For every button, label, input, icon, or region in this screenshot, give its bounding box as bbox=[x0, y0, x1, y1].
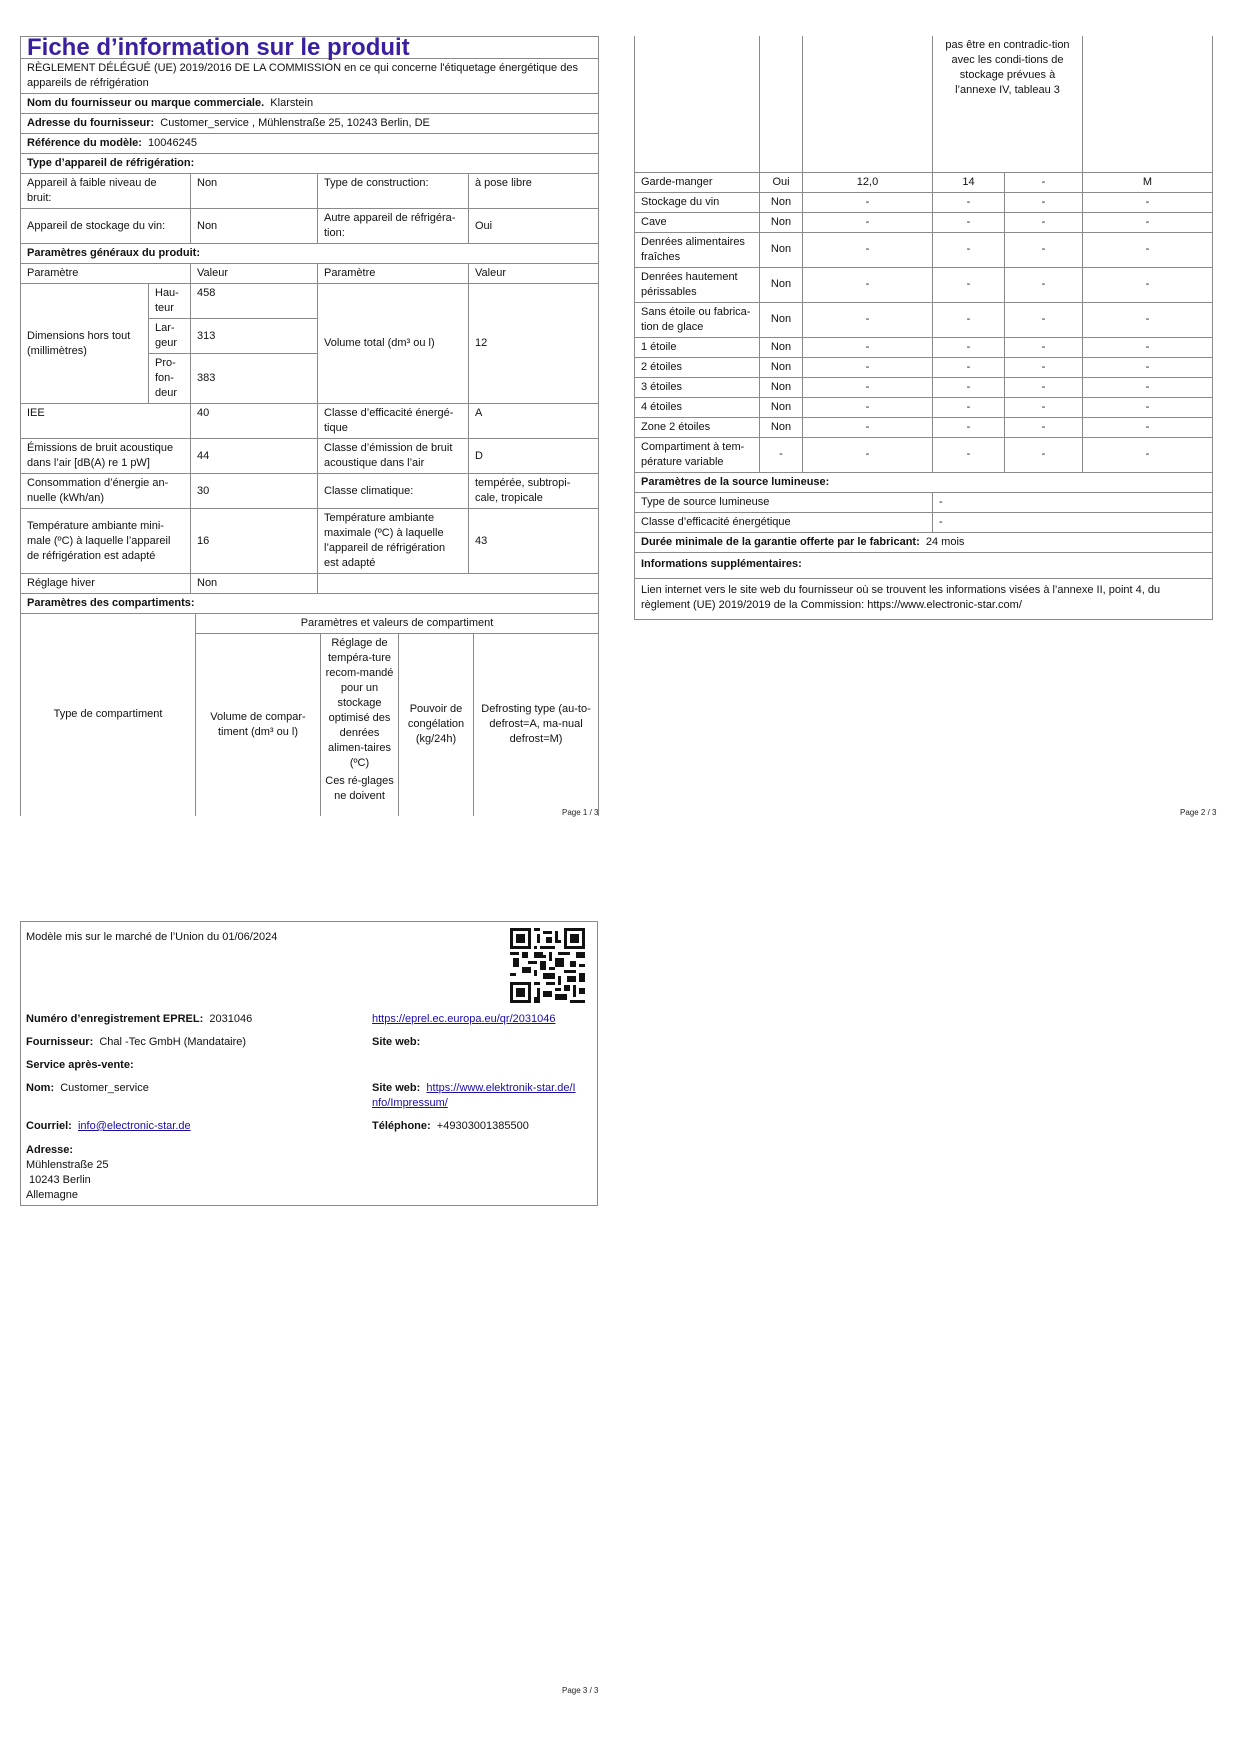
compartment-row bbox=[635, 337, 1213, 357]
compartment-row bbox=[635, 437, 1213, 472]
compartment-freeze: - bbox=[1005, 417, 1083, 437]
page-3-footer: Page 3 / 3 bbox=[562, 1686, 599, 1695]
site-web-2-label: Site web: bbox=[372, 1082, 421, 1094]
compartment-present: Non bbox=[760, 302, 803, 337]
extra-info-text: Lien internet vers le site web du fournisseur où se trouvent les informations visées à l’annexe II, point 4, du règlement (UE) 2019/2019 de la Commission: https://www.electronic-star.com/ bbox=[635, 578, 1213, 619]
extra-info-label: Informations supplémentaires: bbox=[635, 552, 1213, 578]
compartment-freeze: - bbox=[1005, 232, 1083, 267]
after-sales-label: Service après-vente: bbox=[26, 1059, 134, 1071]
supplier-address: Customer_service , Mühlenstraße 25, 10243 Berlin, DE bbox=[160, 117, 430, 129]
warranty-label: Durée minimale de la garantie offerte par le fabricant: bbox=[641, 535, 920, 548]
compartment-defrost: - bbox=[1083, 437, 1213, 472]
model-ref-row bbox=[21, 134, 599, 154]
compartment-defrost: - bbox=[1083, 357, 1213, 377]
compartment-freeze: - bbox=[1005, 397, 1083, 417]
compartment-defrost-head: Defrosting type (au-to-defrost=A, ma-nual defrost=M) bbox=[474, 634, 599, 816]
site-web-2-link-a[interactable]: https://www.elektronik-star.de/I bbox=[426, 1082, 576, 1094]
site-web-2-row bbox=[372, 1081, 576, 1111]
compartment-row bbox=[635, 397, 1213, 417]
compartment-freeze-head: Pouvoir de congélation (kg/24h) bbox=[399, 634, 474, 816]
compartment-temp: - bbox=[933, 267, 1005, 302]
compartment-name: 4 étoiles bbox=[635, 397, 760, 417]
head-param-2: Paramètre bbox=[318, 264, 469, 284]
compartment-freeze: - bbox=[1005, 172, 1083, 192]
regulation-text: RÈGLEMENT DÉLÉGUÉ (UE) 2019/2016 DE LA COMMISSION en ce qui concerne l'étiquetage énergétique des appareils de réfrigération bbox=[21, 59, 599, 94]
compartment-row bbox=[635, 417, 1213, 437]
compartment-name: 3 étoiles bbox=[635, 377, 760, 397]
construction-value: à pose libre bbox=[469, 174, 599, 209]
compartment-row bbox=[635, 302, 1213, 337]
compartment-volume: - bbox=[803, 267, 933, 302]
model-ref-label: Référence du modèle: bbox=[27, 137, 142, 149]
compartment-volume: 12,0 bbox=[803, 172, 933, 192]
compartment-volume: - bbox=[803, 232, 933, 267]
compartment-name: Stockage du vin bbox=[635, 192, 760, 212]
compartment-defrost: - bbox=[1083, 417, 1213, 437]
cont-empty-1 bbox=[635, 36, 760, 172]
tmin-label: Température ambiante mini-male (ºC) à laquelle l’appareil de réfrigération est adapté bbox=[21, 509, 191, 574]
qr-code-icon bbox=[510, 928, 585, 1003]
climate-value: tempérée, subtropi-cale, tropicale bbox=[469, 474, 599, 509]
compartment-temp-note-1: Ces ré-glages ne doivent bbox=[325, 775, 394, 802]
compartment-defrost: - bbox=[1083, 267, 1213, 302]
email-row bbox=[26, 1119, 191, 1134]
eprel-row bbox=[26, 1012, 252, 1027]
compartment-name: 1 étoile bbox=[635, 337, 760, 357]
volume-value: 12 bbox=[469, 284, 599, 404]
compartment-volume-head: Volume de compar-timent (dm³ ou l) bbox=[196, 634, 321, 816]
compartment-name: 2 étoiles bbox=[635, 357, 760, 377]
compartment-freeze: - bbox=[1005, 437, 1083, 472]
low-noise-label: Appareil à faible niveau de bruit: bbox=[21, 174, 191, 209]
compartment-volume: - bbox=[803, 437, 933, 472]
phone-value: +49303001385500 bbox=[436, 1120, 529, 1132]
supplier-address-label: Adresse du fournisseur: bbox=[27, 117, 155, 129]
page-1-sheet bbox=[20, 36, 598, 816]
compartment-present: Non bbox=[760, 377, 803, 397]
compartment-name: Cave bbox=[635, 212, 760, 232]
compartment-temp: - bbox=[933, 212, 1005, 232]
page-1-footer: Page 1 / 3 bbox=[562, 808, 599, 817]
height-value: 458 bbox=[191, 284, 318, 319]
warranty-row bbox=[635, 532, 1213, 552]
page-2-footer: Page 2 / 3 bbox=[1180, 808, 1217, 817]
compartment-freeze: - bbox=[1005, 302, 1083, 337]
cont-empty-3 bbox=[803, 36, 933, 172]
page-2-sheet bbox=[634, 36, 1212, 620]
winter-empty bbox=[318, 574, 599, 594]
compartment-temp: - bbox=[933, 337, 1005, 357]
depth-label: Pro-fon-deur bbox=[149, 354, 191, 404]
email-label: Courriel: bbox=[26, 1120, 72, 1132]
compartment-name: Denrées alimentaires fraîches bbox=[635, 232, 760, 267]
compartment-header-table bbox=[20, 614, 599, 816]
compartment-volume: - bbox=[803, 212, 933, 232]
compartment-volume: - bbox=[803, 302, 933, 337]
compartment-temp: - bbox=[933, 437, 1005, 472]
compartment-rows bbox=[635, 172, 1213, 472]
tmin-value: 16 bbox=[191, 509, 318, 574]
compartment-values-table bbox=[634, 36, 1213, 620]
climate-label: Classe climatique: bbox=[318, 474, 469, 509]
compartment-defrost: - bbox=[1083, 377, 1213, 397]
compartment-temp: - bbox=[933, 377, 1005, 397]
eprel-label: Numéro d’enregistrement EPREL: bbox=[26, 1013, 204, 1025]
address-block bbox=[26, 1143, 109, 1203]
compartment-row bbox=[635, 172, 1213, 192]
efficiency-class-value: A bbox=[469, 404, 599, 439]
compartment-defrost: - bbox=[1083, 232, 1213, 267]
compartment-defrost: - bbox=[1083, 397, 1213, 417]
compartment-temp: - bbox=[933, 397, 1005, 417]
eprel-value: 2031046 bbox=[209, 1013, 253, 1025]
compartment-name: Garde-manger bbox=[635, 172, 760, 192]
compartment-present: Non bbox=[760, 232, 803, 267]
compartment-params-head: Paramètres et valeurs de compartiment bbox=[196, 614, 599, 634]
market-placement-text: Modèle mis sur le marché de l’Union du 01/06/2024 bbox=[26, 931, 278, 943]
height-label: Hau-teur bbox=[149, 284, 191, 319]
compartment-temp-note-2: pas être en contradic-tion avec les condi-tions de stockage prévues à l’annexe IV, tableau 3 bbox=[933, 36, 1083, 172]
light-class-value: - bbox=[933, 512, 1213, 532]
compartment-row bbox=[635, 232, 1213, 267]
light-type-value: - bbox=[933, 492, 1213, 512]
supplier-name: Klarstein bbox=[270, 97, 314, 109]
address-label: Adresse: bbox=[26, 1144, 74, 1156]
compartment-present: Oui bbox=[760, 172, 803, 192]
light-class-label: Classe d’efficacité énergétique bbox=[635, 512, 933, 532]
compartment-present: Non bbox=[760, 212, 803, 232]
compartment-present: Non bbox=[760, 417, 803, 437]
email-link[interactable]: info@electronic-star.de bbox=[77, 1120, 191, 1132]
compartment-volume: - bbox=[803, 377, 933, 397]
compartment-temp-head bbox=[321, 634, 399, 816]
page-title: Fiche d’information sur le produit bbox=[21, 37, 599, 59]
winter-value: Non bbox=[191, 574, 318, 594]
compartment-params-label: Paramètres des compartiments: bbox=[21, 594, 599, 614]
cont-empty-2 bbox=[760, 36, 803, 172]
efficiency-class-label: Classe d’efficacité énergé-tique bbox=[318, 404, 469, 439]
compartment-defrost: - bbox=[1083, 212, 1213, 232]
contact-name-label: Nom: bbox=[26, 1082, 55, 1094]
compartment-name: Zone 2 étoiles bbox=[635, 417, 760, 437]
compartment-freeze: - bbox=[1005, 337, 1083, 357]
compartment-temp: - bbox=[933, 417, 1005, 437]
warranty-value: 24 mois bbox=[925, 535, 965, 548]
compartment-freeze: - bbox=[1005, 357, 1083, 377]
compartment-volume: - bbox=[803, 357, 933, 377]
tmax-value: 43 bbox=[469, 509, 599, 574]
compartment-volume: - bbox=[803, 417, 933, 437]
contact-name-value: Customer_service bbox=[60, 1082, 149, 1094]
noise-class-label: Classe d’émission de bruit acoustique dans l’air bbox=[318, 439, 469, 474]
width-value: 313 bbox=[191, 319, 318, 354]
wine-value: Non bbox=[191, 209, 318, 244]
dimensions-label: Dimensions hors tout (millimètres) bbox=[21, 284, 149, 404]
iee-label: IEE bbox=[21, 404, 191, 439]
compartment-volume: - bbox=[803, 397, 933, 417]
supplier-name-label: Nom du fournisseur ou marque commerciale. bbox=[27, 97, 265, 109]
compartment-present: Non bbox=[760, 337, 803, 357]
energy-value: 30 bbox=[191, 474, 318, 509]
general-params-label: Paramètres généraux du produit: bbox=[21, 244, 599, 264]
phone-row bbox=[372, 1119, 529, 1134]
compartment-present: Non bbox=[760, 397, 803, 417]
compartment-defrost: - bbox=[1083, 302, 1213, 337]
winter-label: Réglage hiver bbox=[21, 574, 191, 594]
depth-value: 383 bbox=[191, 354, 318, 404]
head-value-1: Valeur bbox=[191, 264, 318, 284]
phone-label: Téléphone: bbox=[372, 1120, 431, 1132]
compartment-row bbox=[635, 212, 1213, 232]
site-web-2-link-b[interactable]: nfo/Impressum/ bbox=[372, 1097, 448, 1109]
supplier-label: Fournisseur: bbox=[26, 1036, 94, 1048]
construction-label: Type de construction: bbox=[318, 174, 469, 209]
compartment-freeze: - bbox=[1005, 377, 1083, 397]
compartment-freeze: - bbox=[1005, 212, 1083, 232]
compartment-name: Denrées hautement périssables bbox=[635, 267, 760, 302]
compartment-name: Sans étoile ou fabrica-tion de glace bbox=[635, 302, 760, 337]
appliance-type-label: Type d’appareil de réfrigération: bbox=[21, 154, 599, 174]
width-label: Lar-geur bbox=[149, 319, 191, 354]
compartment-present: - bbox=[760, 437, 803, 472]
compartment-temp: - bbox=[933, 232, 1005, 267]
compartment-row bbox=[635, 377, 1213, 397]
tmax-label: Température ambiante maximale (ºC) à laquelle l’appareil de réfrigération est adapté bbox=[318, 509, 469, 574]
compartment-defrost: - bbox=[1083, 192, 1213, 212]
other-appliance-label: Autre appareil de réfrigéra-tion: bbox=[318, 209, 469, 244]
supplier-address-row bbox=[21, 114, 599, 134]
compartment-present: Non bbox=[760, 192, 803, 212]
compartment-temp: 14 bbox=[933, 172, 1005, 192]
noise-label: Émissions de bruit acoustique dans l’air [dB(A) re 1 pW] bbox=[21, 439, 191, 474]
compartment-temp: - bbox=[933, 302, 1005, 337]
wine-label: Appareil de stockage du vin: bbox=[21, 209, 191, 244]
compartment-freeze: - bbox=[1005, 192, 1083, 212]
noise-class-value: D bbox=[469, 439, 599, 474]
compartment-volume: - bbox=[803, 192, 933, 212]
other-appliance-value: Oui bbox=[469, 209, 599, 244]
low-noise-value: Non bbox=[191, 174, 318, 209]
compartment-defrost: - bbox=[1083, 337, 1213, 357]
compartment-temp-text: Réglage de tempéra-ture recom-mandé pour un stockage optimisé des denrées alimen-taires (ºC) bbox=[325, 637, 394, 769]
site-web-label: Site web: bbox=[372, 1036, 421, 1048]
model-ref: 10046245 bbox=[148, 137, 197, 149]
light-type-label: Type de source lumineuse bbox=[635, 492, 933, 512]
head-param-1: Paramètre bbox=[21, 264, 191, 284]
compartment-type-head: Type de compartiment bbox=[21, 614, 196, 816]
iee-value: 40 bbox=[191, 404, 318, 439]
compartment-temp: - bbox=[933, 357, 1005, 377]
compartment-row bbox=[635, 192, 1213, 212]
compartment-temp: - bbox=[933, 192, 1005, 212]
energy-label: Consommation d’énergie an-nuelle (kWh/an) bbox=[21, 474, 191, 509]
volume-label: Volume total (dm³ ou l) bbox=[318, 284, 469, 404]
light-params-label: Paramètres de la source lumineuse: bbox=[635, 472, 1213, 492]
compartment-defrost: M bbox=[1083, 172, 1213, 192]
supplier-value: Chal -Tec GmbH (Mandataire) bbox=[99, 1036, 247, 1048]
head-value-2: Valeur bbox=[469, 264, 599, 284]
product-info-table bbox=[20, 36, 599, 614]
supplier-row bbox=[26, 1035, 246, 1050]
eprel-link[interactable]: https://eprel.ec.europa.eu/qr/2031046 bbox=[372, 1013, 556, 1025]
compartment-freeze: - bbox=[1005, 267, 1083, 302]
address-line-3: Allemagne bbox=[26, 1189, 78, 1201]
compartment-volume: - bbox=[803, 337, 933, 357]
cont-empty-4 bbox=[1083, 36, 1213, 172]
address-line-2: 10243 Berlin bbox=[29, 1174, 91, 1186]
compartment-name: Compartiment à tem-pérature variable bbox=[635, 437, 760, 472]
compartment-present: Non bbox=[760, 267, 803, 302]
noise-value: 44 bbox=[191, 439, 318, 474]
address-line-1: Mühlenstraße 25 bbox=[26, 1159, 109, 1171]
compartment-row bbox=[635, 357, 1213, 377]
compartment-row bbox=[635, 267, 1213, 302]
contact-name-row bbox=[26, 1081, 149, 1096]
compartment-present: Non bbox=[760, 357, 803, 377]
supplier-name-row bbox=[21, 94, 599, 114]
